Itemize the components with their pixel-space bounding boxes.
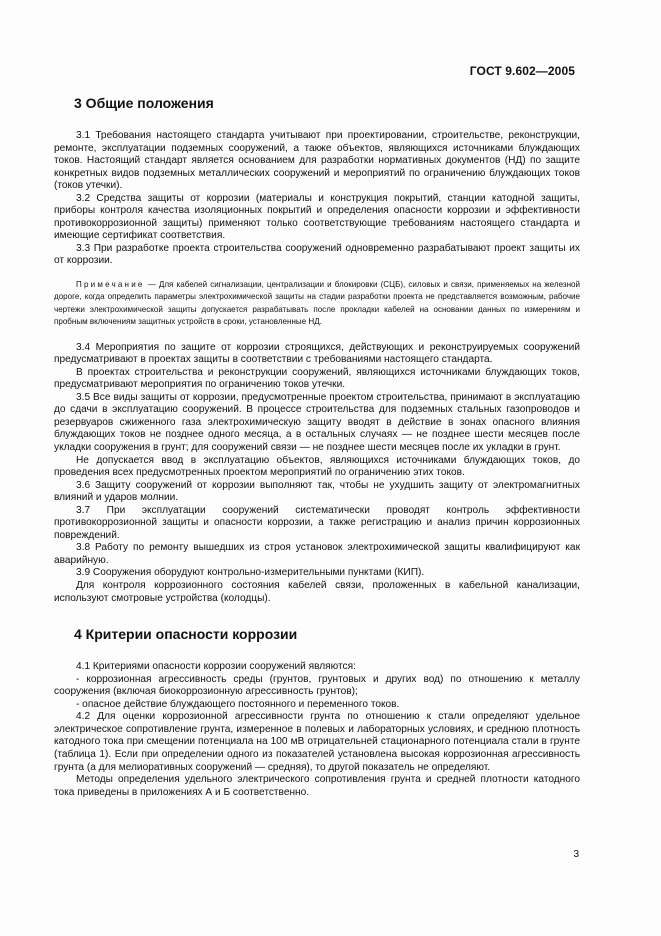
clause-3-5-paragraph-2: Не допускается ввод в эксплуатацию объектов, являющихся источниками блуждающих токов, до проведения всех предусмотренных проектом мероприятий по ограничению этих токов. [54, 454, 580, 479]
clause-4-2-paragraph-2: Методы определения удельного электрического сопротивления грунта и средней плотности катодного тока приведены в приложениях А и Б соответственно. [54, 774, 580, 798]
clause-3-4-paragraph-2: В проектах строительства и реконструкции сооружений, являющихся источниками блуждающих токов, предусматривают мероприятия по ограничению токов утечки. [54, 366, 580, 391]
clause-3-7: 3.7 При эксплуатации сооружений систематически проводят контроль эффективности противокоррозионной защиты и опасности коррозии, а также регистрацию и анализ причин коррозионных повреждений. [54, 504, 580, 541]
document-code: ГОСТ 9.602—2005 [469, 64, 575, 78]
clause-3-1: 3.1 Требования настоящего стандарта учитывают при проектировании, строительстве, реконструкции, ремонте, эксплуатации подземных сооружений, а также объектов, являющихся источниками блуждающих токов. Настоящий стандарт является основанием для разработки нормативных документов (НД) по защите конкретных видов подземных металлических сооружений и мероприятий по ограничению блуждающих токов (токов утечки). [54, 130, 580, 192]
clause-4-1-item-2: - опасное действие блуждающего постоянного и переменного токов. [76, 698, 400, 710]
clause-3-4: 3.4 Мероприятия по защите от коррозии строящихся, действующих и реконструируемых сооружений предусматривают в проектах защиты в соответствии с требованиями настоящего стандарта. [54, 341, 580, 366]
clause-3-2: 3.2 Средства защиты от коррозии (материалы и конструкция покрытий, станции катодной защиты, приборы контроля качества изоляционных покрытий и определения опасности коррозии и эффективности противокоррозионной защиты) применяют только соответствующие требованиям настоящего стандарта и имеющие сертификат соответствия. [54, 192, 580, 242]
note-block [54, 279, 580, 329]
section-4-heading: 4 Критерии опасности коррозии [74, 626, 298, 643]
section-3-heading: 3 Общие положения [74, 95, 214, 111]
clause-4-1-item-1: - коррозионная агрессивность среды (грунтов, грунтовых и других вод) по отношению к металлу сооружения (включая биокоррозионную агрессивность грунтов); [54, 673, 580, 698]
clause-3-8: 3.8 Работу по ремонту вышедших из строя установок электрохимической защиты квалифицируют как аварийную. [54, 542, 580, 566]
clause-3-6: 3.6 Защиту сооружений от коррозии выполняют так, чтобы не ухудшить защиту от электромагнитных влияний и ударов молнии. [54, 479, 580, 504]
clause-3-9-paragraph-2: Для контроля коррозионного состояния кабелей связи, проложенных в кабельной канализации, используют смотровые устройства (колодцы). [54, 580, 580, 604]
page-content [54, 90, 580, 799]
clause-3-5: 3.5 Все виды защиты от коррозии, предусмотренные проектом строительства, принимают в эксплуатацию до сдачи в эксплуатацию сооружений. В процессе строительства для подземных стальных газопроводов и резервуаров сжиженного газа электрохимическую защиту вводят в действие в зонах опасного влияния блуждающих токов не позднее одного месяца, а в остальных случаях — не позднее шести месяцев после укладки сооружения в грунт; для сооружений связи — не позднее шести месяцев после их укладки в грунт. [54, 391, 580, 454]
clause-3-9: 3.9 Сооружения оборудуют контрольно-измерительными пунктами (КИП). [76, 567, 425, 579]
note-text: — Для кабелей сигнализации, централизации и блокировки (СЦБ), силовых и связи, применяемых на железной дороге, когда определить параметры электрохимической защиты на стадии разработки проекта не представляется возможным, рабочие чертежи электрохимической защиты допускается разрабатывать после прокладки кабелей на основании данных по измерениям и пробным включениям защитных устройств в сроки, установленные НД. [54, 280, 580, 327]
page-number: 3 [573, 849, 579, 860]
note-label: Примечание [76, 280, 145, 290]
clause-3-3: 3.3 При разработке проекта строительства сооружений одновременно разрабатывают проект защиты их от коррозии. [54, 242, 580, 267]
clause-4-2: 4.2 Для оценки коррозионной агрессивности грунта по отношению к стали определяют удельное электрическое сопротивление грунта, измеренное в полевых и лабораторных условиях, и среднюю плотность катодного тока при смещении потенциала на 100 мВ отрицательней стационарного потенциала стали в грунте (таблица 1). Если при определении одного из показателей установлена высокая коррозионная агрессивность грунта (а для мелиоративных сооружений — средняя), то другой показатель не определяют. [54, 711, 580, 773]
clause-4-1: 4.1 Критериями опасности коррозии сооружений являются: [76, 661, 356, 673]
